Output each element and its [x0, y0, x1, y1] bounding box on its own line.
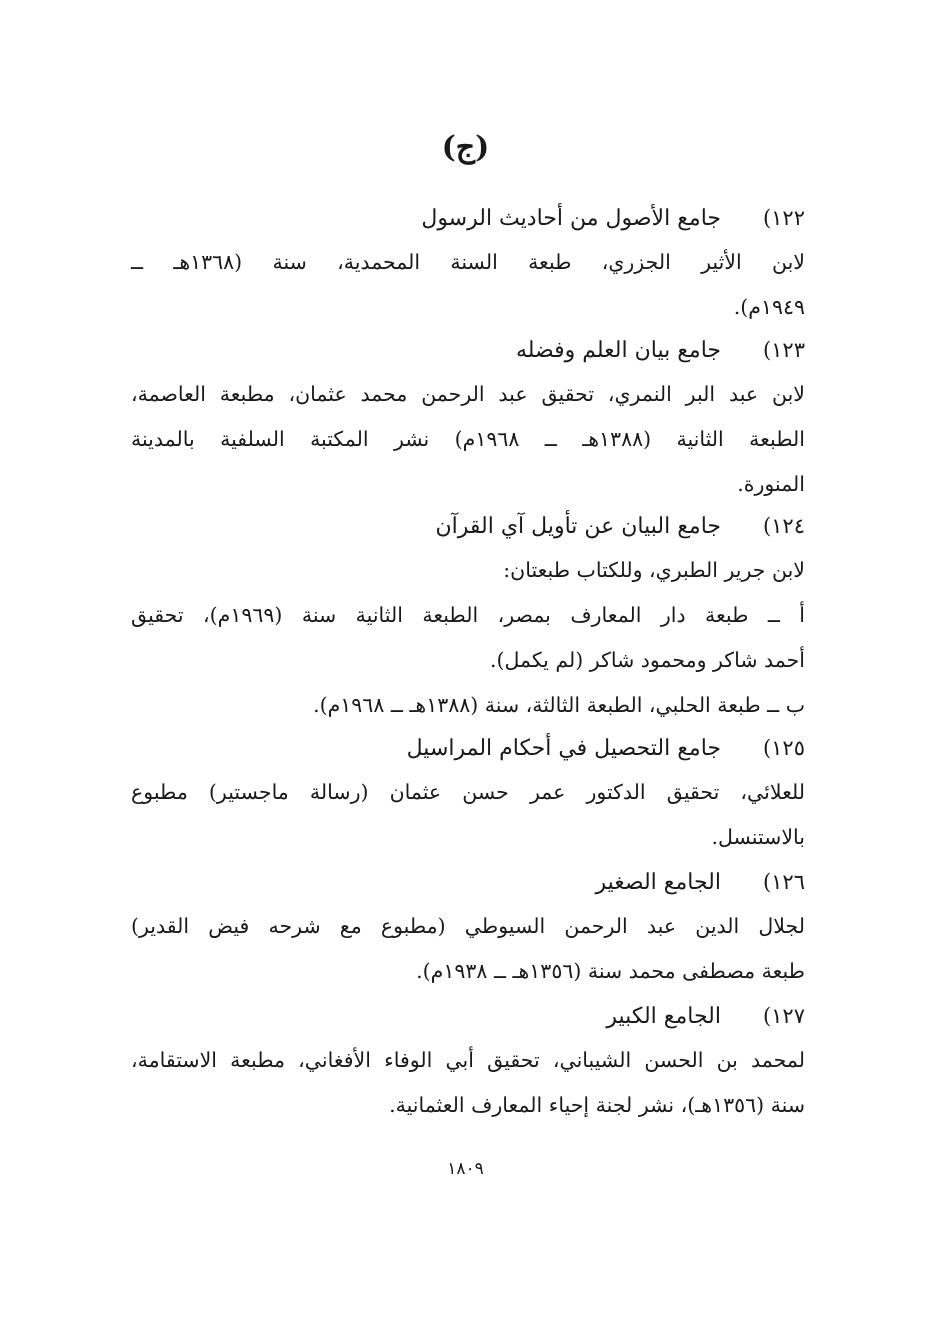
entry-title: جامع البيان عن تأويل آي القرآن	[435, 514, 721, 539]
entry-title: الجامع الكبير	[606, 1004, 721, 1029]
entry-line: لابن الأثير الجزري، طبعة السنة المحمدية، سنة (١٣٦٨هـ ــ	[131, 250, 805, 274]
entry-line: لابن عبد البر النمري، تحقيق عبد الرحمن محمد عثمان، مطبعة العاصمة،	[131, 382, 805, 406]
entry-header	[131, 726, 805, 770]
entry-line: ١٩٤٩م).	[733, 295, 805, 319]
entry-title: جامع التحصيل في أحكام المراسيل	[406, 736, 721, 761]
entry-number: ١٢٥)	[762, 736, 805, 760]
entry-line: لجلال الدين عبد الرحمن السيوطي (مطبوع مع شرحه فيض القدير)	[131, 914, 805, 938]
entry-title: جامع بيان العلم وفضله	[515, 338, 721, 363]
bibliography-entry	[131, 328, 805, 507]
bibliography-entry	[131, 504, 805, 728]
entry-line: ب ــ طبعة الحلبي، الطبعة الثالثة، سنة (١٣٨٨هـ ــ ١٩٦٨م).	[313, 693, 805, 717]
entry-header	[131, 328, 805, 372]
entry-number: ١٢٣)	[762, 338, 805, 362]
entry-line: للعلائي، تحقيق الدكتور عمر حسن عثمان (رسالة ماجستير) مطبوع	[131, 780, 805, 804]
bibliography-entry	[131, 196, 805, 330]
entry-header	[131, 994, 805, 1038]
entry-header	[131, 196, 805, 240]
entry-line: لمحمد بن الحسن الشيباني، تحقيق أبي الوفاء الأفغاني، مطبعة الاستقامة،	[131, 1048, 805, 1072]
entry-line: سنة (١٣٥٦هـ)، نشر لجنة إحياء المعارف العثمانية.	[389, 1093, 805, 1117]
entry-number: ١٢٧)	[762, 1004, 805, 1028]
entry-title: الجامع الصغير	[595, 870, 721, 895]
entry-header	[131, 504, 805, 548]
bibliography-entry	[131, 860, 805, 994]
section-heading: (ج)	[441, 130, 490, 165]
entry-line: أحمد شاكر ومحمود شاكر (لم يكمل).	[489, 648, 805, 672]
entry-number: ١٢٢)	[762, 206, 805, 230]
entry-line: أ ــ طبعة دار المعارف بمصر، الطبعة الثانية سنة (١٩٦٩م)، تحقيق	[131, 603, 806, 627]
bibliography-entry	[131, 726, 805, 860]
entry-line: بالاستنسل.	[711, 825, 805, 849]
bibliography-entry	[131, 994, 805, 1128]
entry-header	[131, 860, 805, 904]
entry-title: جامع الأصول من أحاديث الرسول	[421, 206, 721, 231]
entry-number: ١٢٤)	[762, 514, 805, 538]
entry-line: لابن جرير الطبري، وللكتاب طبعتان:	[503, 558, 805, 582]
entry-line: المنورة.	[737, 472, 805, 496]
entry-number: ١٢٦)	[762, 870, 805, 894]
entry-line: طبعة مصطفى محمد سنة (١٣٥٦هـ ــ ١٩٣٨م).	[416, 959, 805, 983]
entry-line: الطبعة الثانية (١٣٨٨هـ ــ ١٩٦٨م) نشر المكتبة السلفية بالمدينة	[131, 427, 805, 451]
page-number: ١٨٠٩	[447, 1159, 484, 1179]
